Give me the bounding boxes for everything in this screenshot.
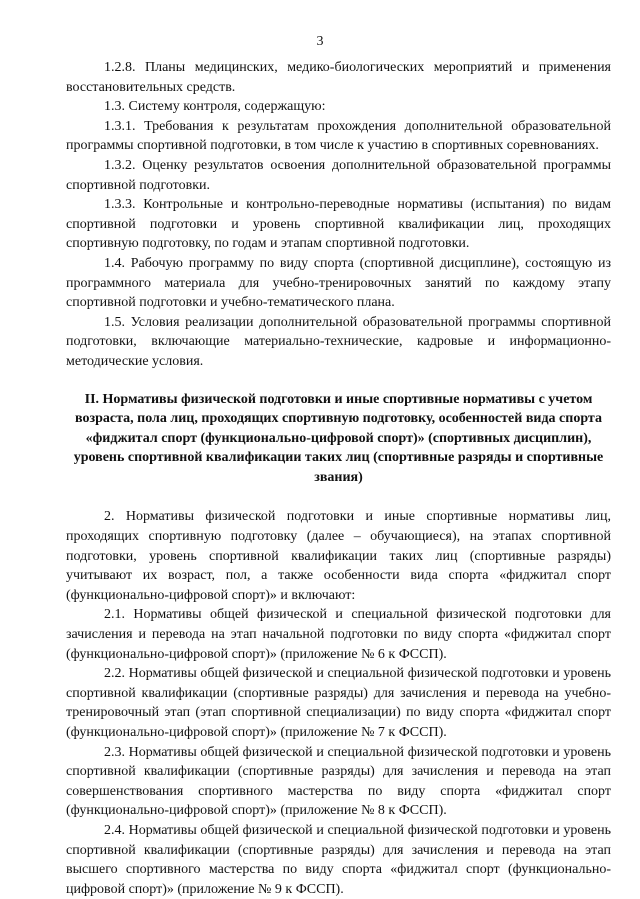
page-number: 3 <box>316 34 324 49</box>
paragraph-1-4: 1.4. Рабочую программу по виду спорта (спортивной дисциплине), состоящую из программного материала для учебно-тренировочных занятий по каждому этапу спортивной подготовки и учебно-тематического плана. <box>66 255 611 311</box>
spacer <box>66 372 611 390</box>
paragraph-2-4: 2.4. Нормативы общей физической и специальной физической подготовки и уровень спортивной квалификации (спортивные разряды) для зачисления и перевода на этап высшего спортивного мастерства по виду спорта «фиджитал спорт (функционально-цифровой спорт)» (приложение № 9 к ФССП). <box>66 822 611 897</box>
paragraph-1-5: 1.5. Условия реализации дополнительной образовательной программы спортивной подготовки, включающие материально-технические, кадровые и информационно-методические условия. <box>66 314 611 369</box>
paragraph-1-2-8: 1.2.8. Планы медицинских, медико-биологических мероприятий и применения восстановительных средств. <box>66 60 611 95</box>
paragraph-2-2: 2.2. Нормативы общей физической и специальной физической подготовки и уровень спортивной квалификации (спортивные разряды) для зачисления и перевода на учебно-тренировочный этап (этап спортивной специализации) по виду спорта «фиджитал спорт (функционально-цифровой спорт)» (приложение № 7 к ФССП). <box>66 666 611 740</box>
paragraph-2-1: 2.1. Нормативы общей физической и специальной физической подготовки для зачисления и перевода на этап начальной подготовки по виду спорта «фиджитал спорт (функционально-цифровой спорт)» (приложение № 6 к ФССП). <box>66 607 611 662</box>
paragraph-1-3-3: 1.3.3. Контрольные и контрольно-переводные нормативы (испытания) по видам спортивной подготовки и уровень спортивной квалификации лиц, проходящих спортивную подготовку, по годам и этапам спортивной подготовки. <box>66 197 611 252</box>
spacer <box>66 487 611 507</box>
section-heading: II. Нормативы физической подготовки и иные спортивные нормативы с учетом возраста, пола лиц, проходящих спортивную подготовку, особенностей вида спорта «фиджитал спорт (функционально-цифровой спорт)» (спортивных дисциплин), уровень спортивной квалификации таких лиц (спортивные разряды и спортивные звания) <box>73 391 604 485</box>
paragraph-1-3-1: 1.3.1. Требования к результатам прохождения дополнительной образовательной программы спортивной подготовки, в том числе к участию в спортивных соревнованиях. <box>66 118 611 154</box>
paragraph-2-3: 2.3. Нормативы общей физической и специальной физической подготовки и уровень спортивной квалификации (спортивные разряды) для зачисления и перевода на этап совершенствования спортивного мастерства по виду спорта «фиджитал спорт (функционально-цифровой спорт)» (приложение № 8 к ФССП). <box>66 744 611 819</box>
paragraph-1-3-2: 1.3.2. Оценку результатов освоения дополнительной образовательной программы спортивной подготовки. <box>66 157 611 193</box>
paragraph-2: 2. Нормативы физической подготовки и иные спортивные нормативы лиц, проходящих спортивную подготовку (далее – обучающиеся), на этапах спортивной подготовки, уровень спортивной квалификации таких лиц (спортивные разряды) учитывают их возраст, пол, а также особенности вида спорта «фиджитал спорт (функционально-цифровой спорт)» и включают: <box>66 509 611 603</box>
document-body <box>66 58 611 899</box>
paragraph-1-3: 1.3. Систему контроля, содержащую: <box>104 99 326 115</box>
